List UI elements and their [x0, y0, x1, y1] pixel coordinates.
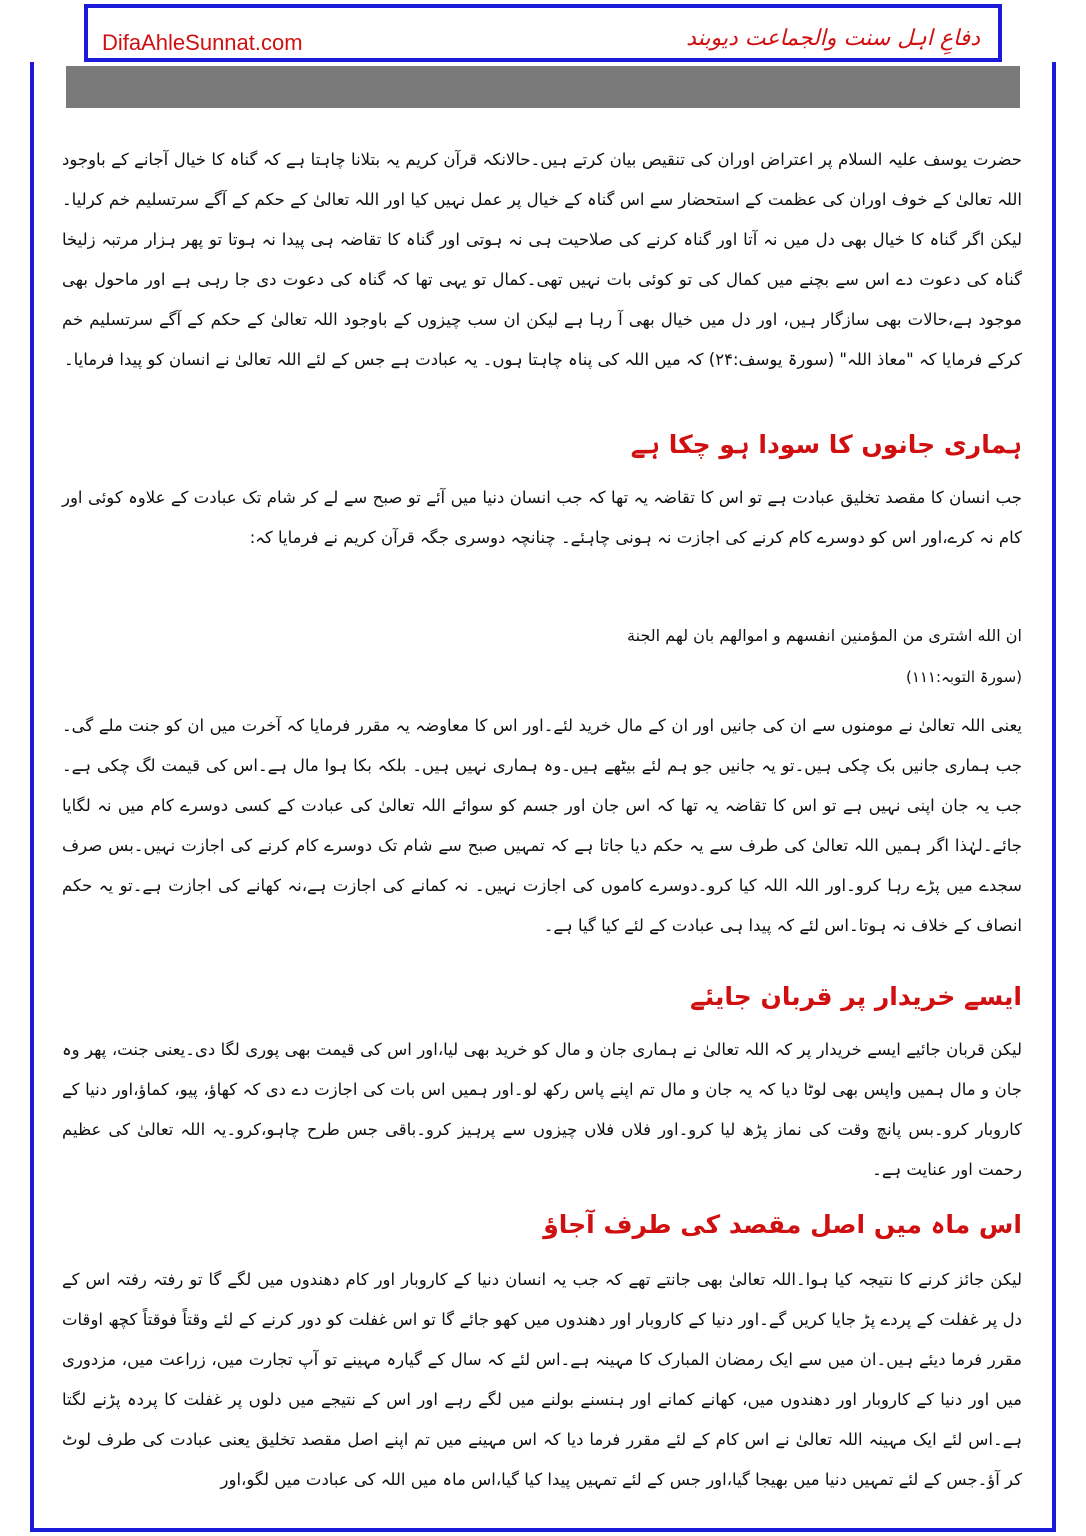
- paragraph-3: یعنی اللہ تعالیٰ نے مومنوں سے ان کی جانیں اور ان کے مال خرید لئے۔اور اس کا معاوضہ یہ مقرر فرمایا کہ آخرت میں ان کو جنت ملے گی۔جب ہماری جانیں بک چکی ہیں۔تو یہ جانیں جو ہم لئے بیٹھے ہیں۔وہ ہماری نہیں ہیں۔ بلکہ بکا ہوا مال ہے۔اس کی قیمت لگ چکی ہے۔جب یہ جان اپنی نہیں ہے تو اس کا تقاضہ یہ تھا کہ اس جان اور جسم کو سوائے اللہ تعالیٰ کی عبادت کے کسی دوسرے کام میں نہ لگایا جائے۔لہٰذا اگر ہمیں اللہ تعالیٰ کی طرف سے یہ حکم دیا جاتا ہے کہ تمہیں صبح سے شام تک دوسرے کام کرنے کی اجازت نہیں۔بس صرف سجدے میں پڑے رہا کرو۔اور اللہ اللہ کیا کرو۔دوسرے کاموں کی اجازت نہیں۔ نہ کمانے کی اجازت ہے،نہ کھانے کی اجازت ہے۔تو یہ حکم انصاف کے خلاف نہ ہوتا۔اس لئے کہ پیدا ہی عبادت کے لئے کیا گیا ہے۔: [62, 716, 1022, 935]
- heading-sacrifice-buyer: ایسے خریدار پر قربان جایئے: [690, 982, 1022, 1011]
- paragraph-1: حضرت یوسف علیہ السلام پر اعتراض اوران کی تنقیص بیان کرتے ہیں۔حالانکہ قرآن کریم یہ بتلانا چاہتا ہے کہ گناہ کا خیال آجانے کے باوجود اللہ تعالیٰ کے خوف اوران کی عظمت کے استحضار سے اس گناہ کے خیال پر عمل نہیں کیا اور اللہ تعالیٰ کے حکم کے آگے سرتسلیم خم کرلیا۔ لیکن اگر گناہ کا خیال بھی دل میں نہ آتا اور گناہ کرنے کی صلاحیت ہی نہ ہوتی اور گناہ کا تقاضہ ہی پیدا نہ ہوتا تو پھر ہزار مرتبہ زلیخا گناہ کی دعوت دے اس سے بچنے میں کمال کی تو کوئی بات نہیں تھی۔کمال تو یہی تھا کہ گناہ کی دعوت دی جا رہی ہے اور ماحول بھی موجود ہے،حالات بھی سازگار ہیں، اور دل میں خیال بھی آ رہا ہے لیکن ان سب چیزوں کے باوجود اللہ تعالیٰ کے حکم کے آگے سرتسلیم خم کرکے فرمایا کہ "معاذ اللہ" (سورۃ یوسف:۲۴) کہ میں اللہ کی پناہ چاہتا ہوں۔ یہ عبادت ہے جس کے لئے اللہ تعالیٰ نے انسان کو پیدا فرمایا۔: [62, 150, 1022, 369]
- header-divider-band: [66, 66, 1020, 108]
- quran-verse: ان الله اشترى من المؤمنين انفسهم و اموالهم بان لهم الجنة: [627, 626, 1022, 645]
- paragraph-4: لیکن قربان جائیے ایسے خریدار پر کہ اللہ تعالیٰ نے ہماری جان و مال کو خرید بھی لیا،اور اس کی قیمت بھی پوری لگا دی۔یعنی جنت، پھر وہ جان و مال ہمیں واپس بھی لوٹا دیا کہ یہ جان و مال تم اپنے پاس رکھ لو۔اور ہمیں اس بات کی اجازت دے دی کہ کھاؤ، پیو، کماؤ،اور دنیا کے کاروبار کرو۔بس پانچ وقت کی نماز پڑھ لیا کرو۔اور فلاں فلاں چیزوں سے پرہیز کرو۔باقی جس طرح چاہو،کرو۔یہ اللہ تعالیٰ کی عظیم رحمت اور عنایت ہے۔: [62, 1040, 1022, 1179]
- paragraph-2: جب انسان کا مقصد تخلیق عبادت ہے تو اس کا تقاضہ یہ تھا کہ جب انسان دنیا میں آئے تو صبح سے لے کر شام تک عبادت کے علاوہ کوئی اور کام نہ کرے،اور اس کو دوسرے کام کرنے کی اجازت نہ ہونی چاہئے۔ چنانچہ دوسری جگہ قرآن کریم نے فرمایا کہ:: [62, 488, 1022, 547]
- site-url[interactable]: DifaAhleSunnat.com: [102, 30, 303, 55]
- site-title: دفاعِ اہل سنت والجماعت دیوبند: [686, 26, 980, 51]
- header-banner: [84, 4, 1002, 62]
- verse-reference: (سورۃ التوبہ:۱۱۱): [905, 668, 1022, 686]
- heading-return-purpose: اس ماہ میں اصل مقصد کی طرف آجاؤ: [543, 1210, 1022, 1239]
- heading-souls-sold: ہماری جانوں کا سودا ہو چکا ہے: [630, 430, 1022, 459]
- paragraph-5: لیکن جائز کرنے کا نتیجہ کیا ہوا۔اللہ تعالیٰ بھی جانتے تھے کہ جب یہ انسان دنیا کے کاروبار اور کام دھندوں میں لگے گا تو رفتہ رفتہ اس کے دل پر غفلت کے پردے پڑ جایا کریں گے۔اور دنیا کے کاروبار اور دھندوں میں کھو جائے گا تو اس غفلت کو دور کرنے کے لئے وقتاً فوقتاً کچھ اوقات مقرر فرما دیئے ہیں۔ان میں سے ایک رمضان المبارک کا مہینہ ہے۔اس لئے کہ سال کے گیارہ مہینے تو آپ تجارت میں، زراعت میں، مزدوری میں اور دنیا کے کاروبار اور دھندوں میں، کھانے کمانے اور ہنسنے بولنے میں لگے رہے اور اس کے نتیجے میں دلوں پر غفلت کا پردہ پڑنے لگتا ہے۔اس لئے ایک مہینہ اللہ تعالیٰ نے اس کام کے لئے مقرر فرما دیا کہ اس مہینے میں تم اپنے اصل مقصد تخلیق یعنی عبادت کی طرف لوٹ کر آؤ۔جس کے لئے تمہیں دنیا میں بھیجا گیا،اور جس کے لئے تمہیں پیدا کیا گیا،اس ماہ میں اللہ کی عبادت میں لگو،اور: [62, 1270, 1022, 1489]
